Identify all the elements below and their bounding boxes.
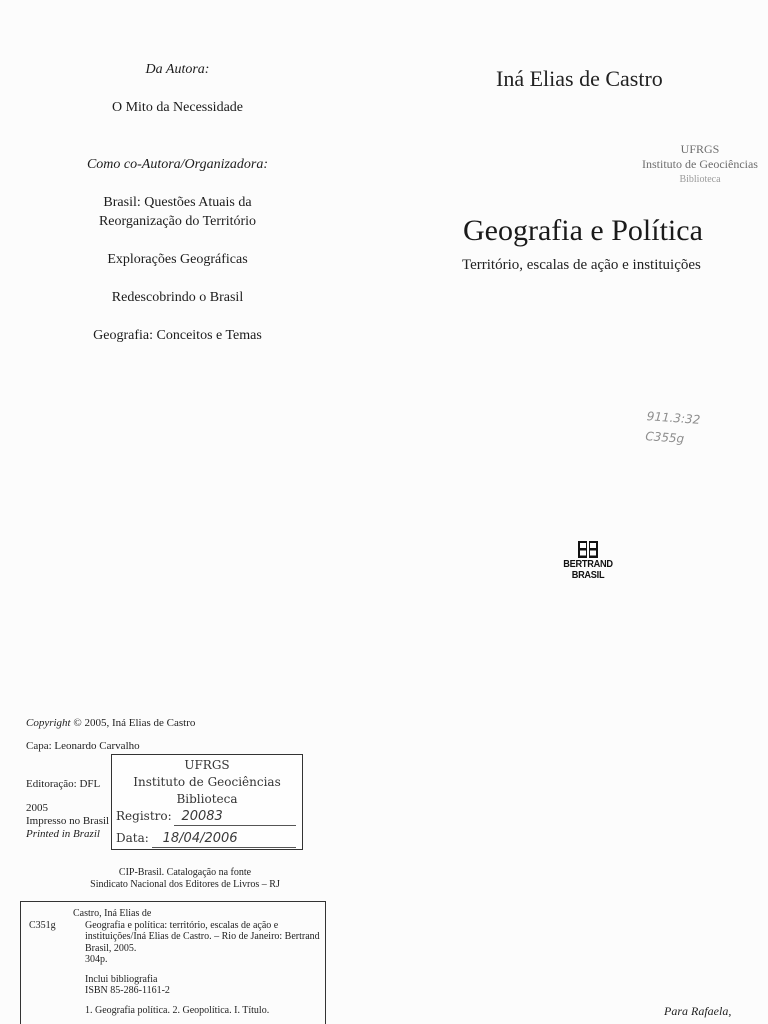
data-value: 18/04/2006 bbox=[162, 831, 238, 846]
stamp-line1: UFRGS bbox=[184, 758, 230, 772]
coauthor-work-1-line1: Brasil: Questões Atuais da bbox=[103, 195, 252, 210]
stamp-line3: Biblioteca bbox=[176, 792, 238, 806]
registro-label: Registro: bbox=[116, 809, 172, 823]
coauthor-work-3: Redescobrindo o Brasil bbox=[111, 290, 244, 305]
data-underline bbox=[152, 847, 296, 848]
coauthor-heading: Como co-Autora/Organizadora: bbox=[86, 157, 269, 172]
cover-credit: Capa: Leonardo Carvalho bbox=[26, 740, 140, 752]
registro-underline bbox=[174, 825, 296, 826]
coauthor-work-2: Explorações Geográficas bbox=[107, 252, 248, 267]
publisher-mark-icon bbox=[578, 541, 598, 558]
printed-en: Printed in Brazil bbox=[26, 828, 100, 840]
coauthor-work-4: Geografia: Conceitos e Temas bbox=[93, 328, 262, 343]
cip-isbn: ISBN 85-286-1161-2 bbox=[85, 985, 170, 996]
cip-code: C351g bbox=[29, 920, 56, 931]
registro-value: 20083 bbox=[181, 809, 223, 824]
cip-subjects: 1. Geografia política. 2. Geopolítica. I. Título. bbox=[85, 1004, 270, 1016]
editing-credit: Editoração: DFL bbox=[26, 778, 101, 790]
faint-stamp-line1: UFRGS bbox=[680, 142, 720, 156]
handwritten-call-number bbox=[645, 406, 701, 450]
cip-heading-line2: Sindicato Nacional dos Editores de Livros – RJ bbox=[90, 879, 280, 890]
publisher-name: BERTRAND BRASIL bbox=[563, 559, 613, 581]
cip-pages: 304p. bbox=[85, 954, 108, 965]
dedication: Para Rafaela, bbox=[664, 1004, 732, 1018]
faint-stamp-line3: Biblioteca bbox=[679, 174, 721, 185]
faint-library-stamp bbox=[620, 142, 768, 187]
copyright-line bbox=[26, 717, 195, 729]
cip-heading-line1: CIP-Brasil. Catalogação na fonte bbox=[118, 867, 252, 878]
author-name: Iná Elias de Castro bbox=[496, 66, 663, 91]
data-label: Data: bbox=[116, 831, 149, 845]
cip-entry-body: Geografia e política: território, escalas de ação e instituições/Iná Elias de Castro. – Rio de Janeiro: Bertrand Brasil, 2005. bbox=[85, 919, 320, 954]
copyright-holder: © 2005, Iná Elias de Castro bbox=[70, 717, 196, 729]
call-number-line1: 911.3:32 bbox=[646, 409, 701, 427]
by-author-heading: Da Autora: bbox=[145, 62, 210, 77]
cip-catalog-box bbox=[20, 901, 326, 1024]
by-author-work: O Mito da Necessidade bbox=[111, 100, 244, 115]
library-registration-stamp bbox=[111, 754, 303, 850]
faint-stamp-line2: Instituto de Geociências bbox=[642, 157, 758, 171]
copyright-label: Copyright bbox=[26, 717, 71, 729]
book-title: Geografia e Política bbox=[463, 214, 703, 247]
call-number-line2: C355g bbox=[644, 429, 685, 446]
cip-bibliography: Inclui bibliografia bbox=[85, 973, 158, 985]
printed-pt: Impresso no Brasil bbox=[26, 815, 110, 827]
cip-entry-author: Castro, Iná Elias de bbox=[73, 908, 152, 919]
cip-entry bbox=[73, 908, 323, 1016]
book-subtitle: Território, escalas de ação e instituições bbox=[462, 257, 701, 273]
cip-heading bbox=[60, 867, 310, 891]
publisher-logo bbox=[547, 541, 629, 581]
registro-row bbox=[116, 809, 223, 824]
print-year: 2005 bbox=[26, 802, 48, 814]
data-row bbox=[116, 831, 238, 846]
stamp-line2: Instituto de Geociências bbox=[133, 775, 281, 789]
coauthor-work-1-line2: Reorganização do Território bbox=[98, 214, 257, 229]
